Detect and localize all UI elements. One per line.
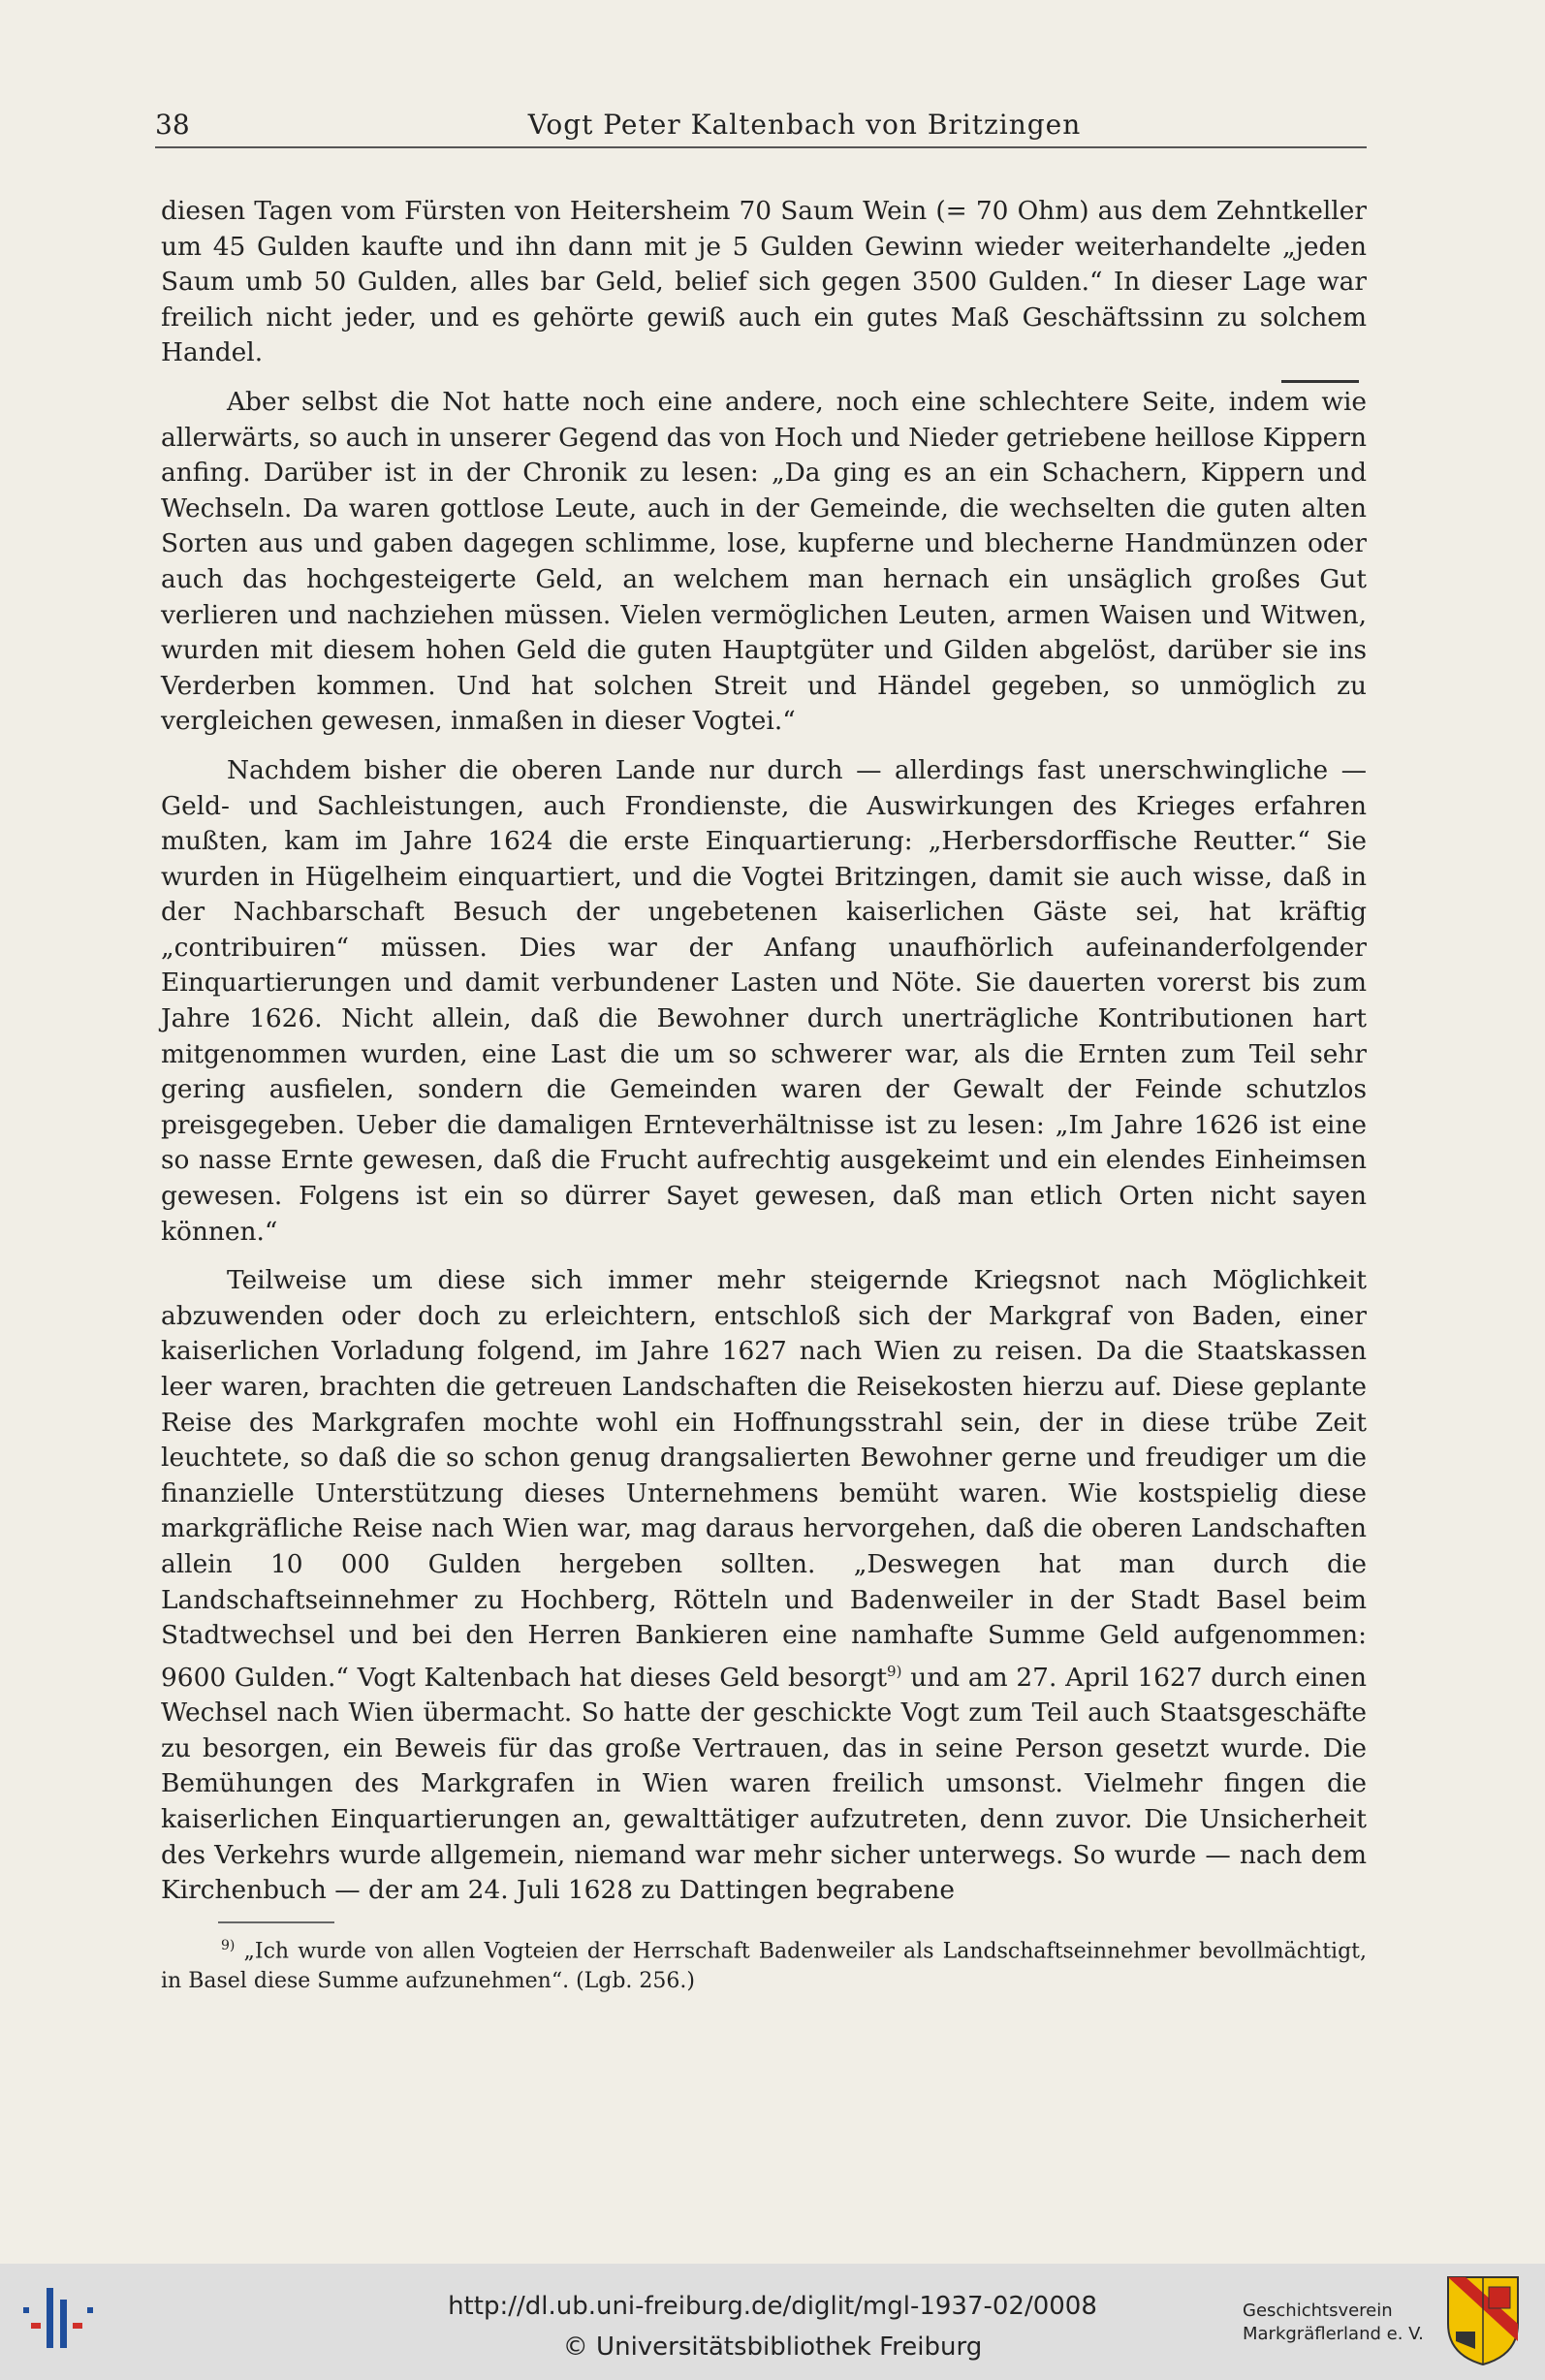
page-number: 38 <box>155 109 190 141</box>
body-text <box>161 194 1367 1909</box>
copyright-notice: © Universitätsbibliothek Freiburg <box>562 2332 983 2362</box>
coat-of-arms-icon <box>1444 2273 1522 2368</box>
paragraph-1: diesen Tagen vom Fürsten von Heitersheim 70 Saum Wein (= 70 Ohm) aus dem Zehntkeller um 45 Gulden kaufte und ihn dann mit je 5 Gulden Gewinn wieder weiterhandelte „jeden Saum umb 50 Gulden, alles bar Geld, belief sich gegen 3500 Gulden.“ In dieser Lage war freilich nicht jeder, und es gehörte gewiß auch ein gutes Maß Geschäftssinn zu solchem Handel. <box>161 196 1367 368</box>
footnote-rule <box>218 1921 334 1923</box>
page-header <box>155 109 1367 148</box>
paragraph-4-part-1: Teilweise um diese sich immer mehr steigernde Kriegsnot nach Möglichkeit abzuwenden oder doch zu erleichtern, entschloß sich der Markgraf von Baden, einer kaiserlichen Vorladung folgend, im Jahre 1627 nach Wien zu reisen. Da die Staatskassen leer waren, brachten die getreuen Landschaften die Reisekosten hierzu auf. Diese geplante Reise des Markgrafen mochte wohl ein Hoffnungsstrahl sein, der in diese trübe Zeit leuchtete, so daß die so schon genug drangsalierten Bewohner gerne und freudiger um die finanzielle Unterstützung dieses Unternehmens bemüht waren. Wie kostspielig diese markgräfliche Reise nach Wien war, mag daraus hervorgehen, daß die oberen Landschaften allein 10 000 Gulden hergeben sollten. „Deswegen hat man durch die Landschaftseinnehmer zu Hochberg, Rötteln und Badenweiler in der Stadt Basel beim Stadtwechsel und bei den Herren Bankieren eine namhafte Summe Geld aufgenommen: 9600 Gulden.“ Vogt Kaltenbach hat dieses Geld besorgt <box>161 1265 1367 1693</box>
society-name-line-1: Geschichtsverein <box>1243 2301 1393 2321</box>
footnote-reference[interactable]: 9) <box>887 1662 902 1680</box>
footnote <box>161 1931 1367 1996</box>
permalink-text[interactable]: http://dl.ub.uni-freiburg.de/diglit/mgl-1937-02/0008 <box>448 2292 1097 2321</box>
footnote-mark: 9) <box>221 1938 236 1953</box>
society-name <box>1243 2300 1436 2346</box>
paragraph-4 <box>161 1263 1367 1908</box>
paragraph-2: Aber selbst die Not hatte noch eine andere, noch eine schlechtere Seite, indem wie allerwärts, so auch in unserer Gegend das von Hoch und Nieder getriebene heillose Kippern anfing. Darüber ist in der Chronik zu lesen: „Da ging es an ein Schachern, Kippern und Wechseln. Da waren gottlose Leute, auch in der Gemeinde, die wechselten die guten alten Sorten aus und gaben dagegen schlimme, lose, kupferne und blecherne Handmünzen oder auch das hochgesteigerte Geld, an welchem man hernach ein unsäglich großes Gut verlieren und nachziehen müssen. Vielen vermöglichen Leuten, armen Waisen und Witwen, wurden mit diesem hohen Geld die guten Hauptgüter und Gilden abgelöst, darüber sie ins Verderben kommen. Und hat solchen Streit und Händel gegeben, so unmöglich zu vergleichen gewesen, inmaßen in dieser Vogtei.“ <box>161 386 1367 737</box>
running-title: Vogt Peter Kaltenbach von Britzingen <box>527 109 1082 141</box>
society-name-line-2: Markgräflerland e. V. <box>1243 2324 1424 2344</box>
footnote-text: „Ich wurde von allen Vogteien der Herrschaft Badenweiler als Landschaftseinnehmer bevollmächtigt, in Basel diese Summe aufzunehmen“. (Lgb. 256.) <box>161 1939 1367 1994</box>
paragraph-3: Nachdem bisher die oberen Lande nur durch — allerdings fast unerschwingliche — Geld- und Sachleistungen, auch Frondienste, die Auswirkungen des Krieges erfahren mußten, kam im Jahre 1624 die erste Einquartierung: „Herbersdorffische Reutter.“ Sie wurden in Hügelheim einquartiert, und die Vogtei Britzingen, damit sie auch wisse, daß in der Nachbarschaft Besuch der ungebetenen kaiserlichen Gäste sei, hat kräftig „contribuiren“ müssen. Dies war der Anfang unaufhörlich aufeinanderfolgender Einquartierungen und damit verbundener Lasten und Nöte. Sie dauerten vorerst bis zum Jahre 1626. Nicht allein, daß die Bewohner durch unerträgliche Kontributionen hart mitgenommen wurden, eine Last die um so schwerer war, als die Ernten zum Teil sehr gering ausfielen, sondern die Gemeinden waren der Gewalt der Feinde schutzlos preisgegeben. Ueber die damaligen Ernteverhältnisse ist zu lesen: „Im Jahre 1626 ist eine so nasse Ernte gewesen, daß die Frucht aufrechtig ausgekeimt und ein elendes Einheimsen gewesen. Folgens ist ein so dürrer Sayet gewesen, daß man etlich Orten nicht sayen können.“ <box>161 754 1367 1247</box>
paragraph-4-part-2: und am 27. April 1627 durch einen Wechsel nach Wien übermacht. So hatte der geschickte Vogt zum Teil auch Staatsgeschäfte zu besorgen, ein Beweis für das große Vertrauen, das in seine Person gesetzt wurde. Die Bemühungen des Markgrafen in Wien waren freilich umsonst. Vielmehr fingen die kaiserlichen Einquartierungen an, gewalttätiger aufzutreten, denn zuvor. Die Unsicherheit des Verkehrs wurde allgemein, niemand war mehr sicher unterwegs. So wurde — nach dem Kirchenbuch — der am 24. Juli 1628 zu Dattingen begrabene <box>161 1662 1367 1906</box>
